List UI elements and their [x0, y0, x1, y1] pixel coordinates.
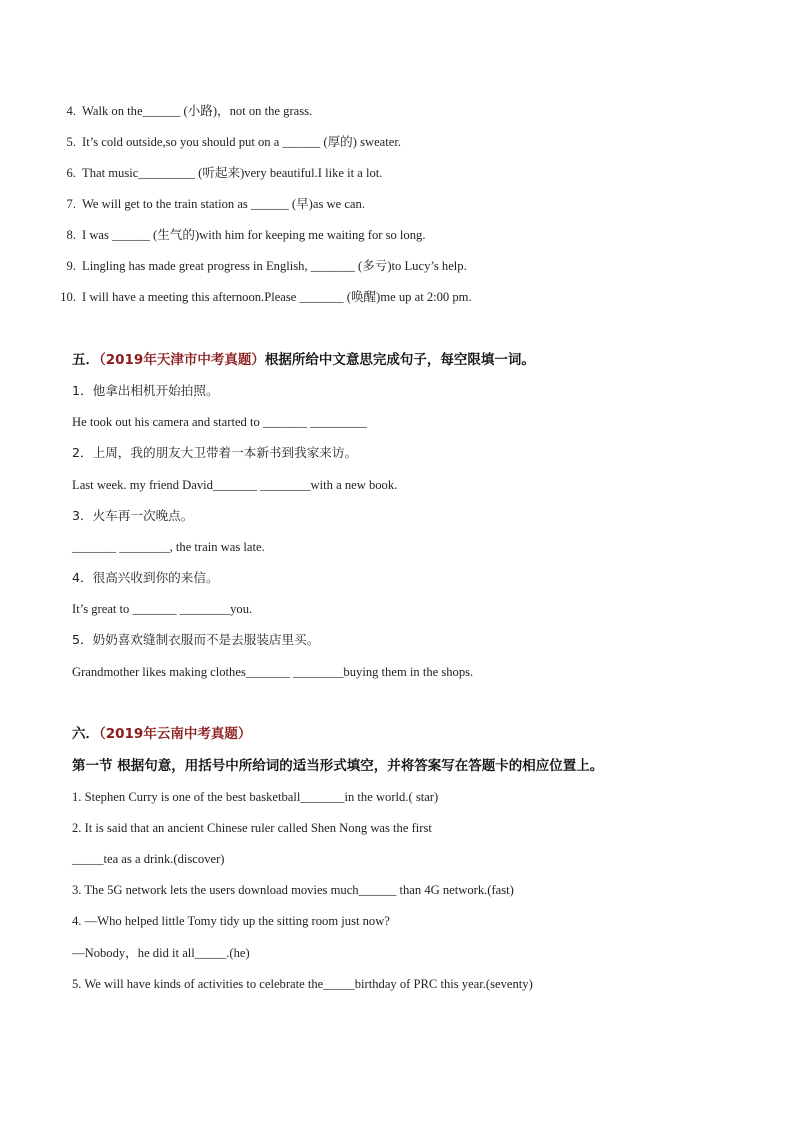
section-number: 五．: [72, 352, 99, 368]
chinese-prompt: 3．火车再一次晚点。: [72, 508, 194, 523]
section-heading: [72, 726, 251, 742]
section-number: 六．: [72, 726, 99, 742]
question-number: 9.: [66, 259, 76, 273]
question-line: [58, 165, 382, 181]
question-line: [58, 196, 365, 212]
question-text: Walk on the______ (小路)，not on the grass.: [82, 104, 313, 118]
question-number: 5.: [66, 135, 76, 149]
question-line: [58, 258, 467, 274]
question-line: [58, 103, 312, 119]
question-line: 1. Stephen Curry is one of the best basketball_______in the world.( star): [72, 790, 439, 804]
chinese-prompt: 2．上周，我的朋友大卫带着一本新书到我家来访。: [72, 445, 358, 460]
question-text: I will have a meeting this afternoon.Please _______ (唤醒)me up at 2:00 pm.: [82, 290, 472, 304]
source-tag: （2019年天津市中考真题）: [99, 352, 265, 368]
question-line: [58, 134, 401, 150]
question-line: _____tea as a drink.(discover): [72, 852, 225, 866]
english-sentence: He took out his camera and started to _______ _________: [72, 415, 367, 429]
question-line: 3. The 5G network lets the users download movies much______ than 4G network.(fast): [72, 883, 514, 897]
question-line: 2. It is said that an ancient Chinese ruler called Shen Nong was the first: [72, 821, 432, 835]
english-sentence: Last week. my friend David_______ ________with a new book.: [72, 478, 398, 492]
question-text: That music_________ (听起来)very beautiful.I like it a lot.: [82, 166, 383, 180]
question-line: 4. —Who helped little Tomy tidy up the sitting room just now?: [72, 914, 390, 928]
question-line: —Nobody，he did it all_____.(he): [72, 946, 250, 960]
english-sentence: Grandmother likes making clothes_______ ________buying them in the shops.: [72, 665, 474, 679]
chinese-prompt: 4．很高兴收到你的来信。: [72, 570, 219, 585]
question-text: We will get to the train station as ______ (早)as we can.: [82, 197, 365, 211]
question-text: I was ______ (生气的)with him for keeping me waiting for so long.: [82, 228, 426, 242]
question-number: 7.: [66, 197, 76, 211]
chinese-prompt: 1．他拿出相机开始拍照。: [72, 383, 219, 398]
question-number: 6.: [66, 166, 76, 180]
question-line: 5. We will have kinds of activities to celebrate the_____birthday of PRC this year.(seventy): [72, 977, 533, 991]
question-text: Lingling has made great progress in English, _______ (多亏)to Lucy’s help.: [82, 259, 467, 273]
section-instruction: 根据所给中文意思完成句子，每空限填一词。: [264, 352, 535, 368]
english-sentence: _______ ________, the train was late.: [72, 540, 265, 554]
question-line: [58, 289, 472, 305]
question-number: 4.: [66, 104, 76, 118]
section-subtitle: 第一节 根据句意，用括号中所给词的适当形式填空，并将答案写在答题卡的相应位置上。: [72, 758, 604, 774]
english-sentence: It’s great to _______ ________you.: [72, 602, 253, 616]
question-number: 8.: [66, 228, 76, 242]
source-tag: （2019年云南中考真题）: [99, 726, 252, 742]
question-text: It’s cold outside,so you should put on a ______ (厚的) sweater.: [82, 135, 402, 149]
question-line: [58, 227, 425, 243]
question-number: 10.: [60, 290, 76, 304]
chinese-prompt: 5．奶奶喜欢缝制衣服而不是去服装店里买。: [72, 632, 320, 647]
section-heading: [72, 352, 535, 368]
